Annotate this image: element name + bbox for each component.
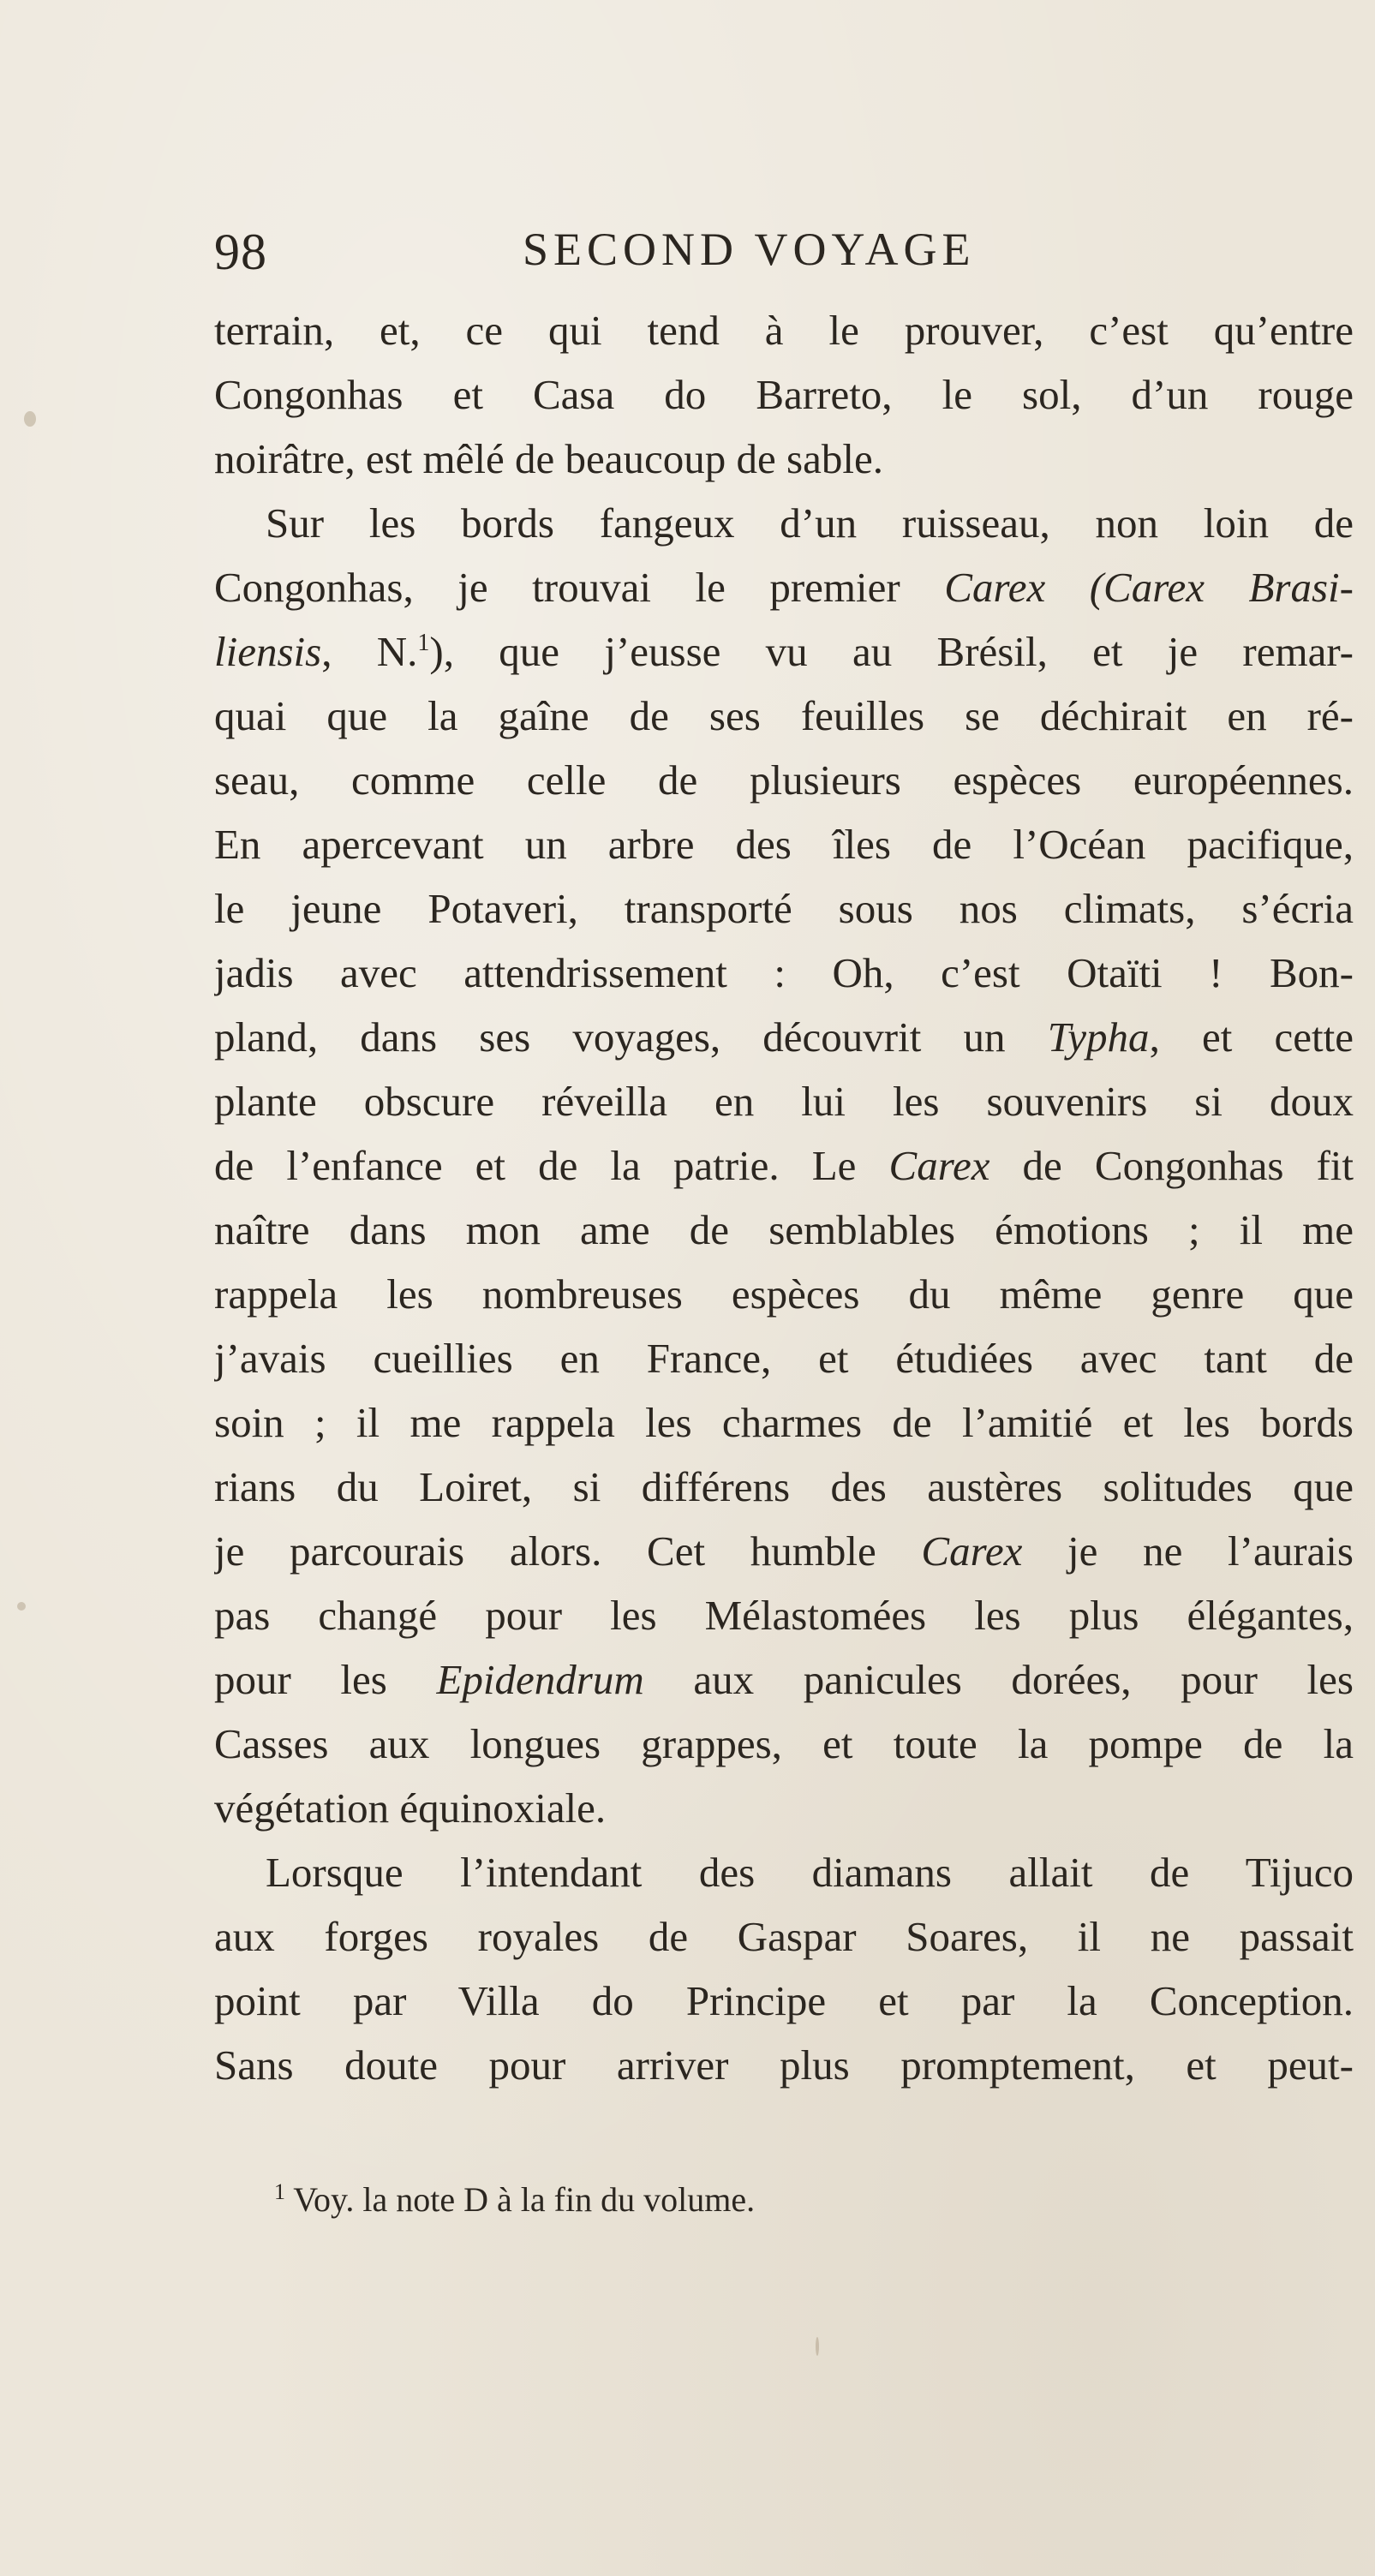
text-run: noirâtre, est mêlé de beaucoup de sable.: [214, 435, 883, 482]
text-line: [214, 1647, 1354, 1712]
text-run: terrain, et, ce qui tend à le prouver, c’est qu’entre: [214, 307, 1354, 354]
text-line: [214, 684, 1354, 748]
footnote-text: Voy. la note D à la fin du volume.: [293, 2180, 756, 2219]
text-run: Congonhas et Casa do Barreto, le sol, d’un rouge: [214, 371, 1354, 418]
text-run: seau, comme celle de plusieurs espèces européennes.: [214, 756, 1354, 804]
text-run: Casses aux longues grappes, et toute la pompe de la: [214, 1720, 1354, 1767]
text-line: [214, 1390, 1354, 1455]
body-text: [214, 298, 1354, 2097]
text-run: je parcourais alors. Cet humble: [214, 1527, 922, 1575]
text-run: ), que j’eusse vu au Brésil, et je remar-: [429, 628, 1354, 675]
italic-term: Typha: [1047, 1013, 1150, 1061]
text-line: [214, 748, 1354, 812]
italic-term: Carex: [888, 1142, 990, 1189]
text-line: [214, 1005, 1354, 1069]
italic-term: Epidendrum: [436, 1656, 644, 1703]
text-run: de Congonhas fit: [989, 1142, 1354, 1189]
text-run: pland, dans ses voyages, découvrit un: [214, 1013, 1048, 1061]
text-run: point par Villa do Principe et par la Conception.: [214, 1977, 1354, 2024]
text-run: , N.: [321, 628, 418, 675]
text-run: En apercevant un arbre des îles de l’Océan pacifique,: [214, 821, 1354, 868]
footnote: [274, 2176, 1217, 2224]
text-line: [214, 555, 1354, 619]
text-run: aux panicules dorées, pour les: [643, 1656, 1354, 1703]
text-line: [214, 1069, 1354, 1133]
italic-term: Carex: [921, 1527, 1023, 1575]
text-line: [214, 298, 1354, 362]
italic-term: liensis: [214, 628, 322, 675]
text-line: [214, 1969, 1354, 2033]
paper-speck: [17, 1602, 26, 1611]
running-head: SECOND VOYAGE: [523, 224, 976, 275]
text-run: végétation équinoxiale.: [214, 1784, 607, 1832]
paper-speck: [816, 2337, 819, 2356]
footnote-marker: 1: [274, 2179, 285, 2204]
text-line: [214, 1904, 1354, 1969]
text-run: , et cette: [1149, 1013, 1354, 1061]
text-run: plante obscure réveilla en lui les souvenirs si doux: [214, 1078, 1354, 1125]
text-line: [214, 941, 1354, 1005]
text-run: soin ; il me rappela les charmes de l’amitié et les bords: [214, 1399, 1354, 1446]
text-line: [214, 1840, 1354, 1904]
paper-speck: [24, 411, 36, 427]
text-run: Sans doute pour arriver plus promptement, et peut-: [214, 2041, 1354, 2089]
text-line: [214, 1712, 1354, 1776]
text-line: [214, 1583, 1354, 1647]
text-run: pas changé pour les Mélastomées les plus élégantes,: [214, 1592, 1354, 1639]
text-run: jadis avec attendrissement : Oh, c’est Otaïti ! Bon-: [214, 949, 1354, 996]
text-line: [214, 1519, 1354, 1583]
text-line: [214, 362, 1354, 427]
text-run: naître dans mon ame de semblables émotions ; il me: [214, 1206, 1354, 1253]
text-run: aux forges royales de Gaspar Soares, il ne passait: [214, 1913, 1354, 1960]
text-line: [214, 1776, 1354, 1840]
text-run: de l’enfance et de la patrie. Le: [214, 1142, 889, 1189]
text-run: je ne l’aurais: [1022, 1527, 1354, 1575]
text-line: [214, 491, 1354, 555]
text-run: le jeune Potaveri, transporté sous nos climats, s’écria: [214, 885, 1354, 932]
italic-term: Carex (Carex Brasi-: [944, 564, 1354, 611]
text-run: pour les: [214, 1656, 437, 1703]
text-line: [214, 812, 1354, 876]
text-run: rians du Loiret, si différens des austères solitudes que: [214, 1463, 1354, 1510]
text-line: [214, 1326, 1354, 1390]
page-number: 98: [214, 224, 267, 280]
text-run: rappela les nombreuses espèces du même genre que: [214, 1270, 1354, 1318]
text-run: Lorsque l’intendant des diamans allait de Tijuco: [266, 1849, 1354, 1896]
footnote-ref: 1: [417, 630, 430, 656]
text-line: [214, 1198, 1354, 1262]
page-header: [214, 212, 1354, 290]
text-line: [214, 2033, 1354, 2097]
text-run: Congonhas, je trouvai le premier: [214, 564, 945, 611]
text-run: j’avais cueillies en France, et étudiées avec tant de: [214, 1335, 1354, 1382]
text-line: [214, 1262, 1354, 1326]
text-line: [214, 876, 1354, 941]
text-line: [214, 619, 1354, 684]
text-line: [214, 1133, 1354, 1198]
text-line: [214, 1455, 1354, 1519]
text-run: quai que la gaîne de ses feuilles se déchirait en ré-: [214, 692, 1354, 739]
text-run: Sur les bords fangeux d’un ruisseau, non loin de: [266, 499, 1354, 547]
text-line: [214, 427, 1354, 491]
